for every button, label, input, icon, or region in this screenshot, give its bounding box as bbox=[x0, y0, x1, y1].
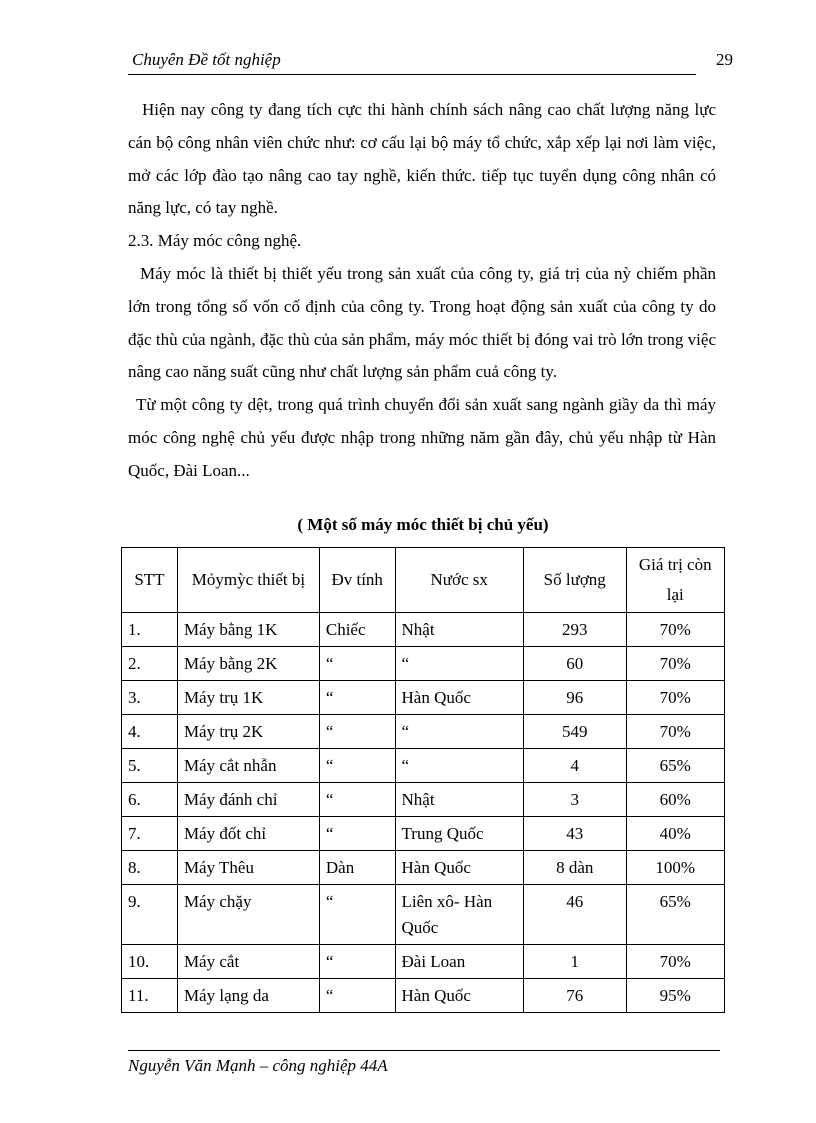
cell-pct: 70% bbox=[626, 613, 724, 647]
table-row bbox=[122, 647, 725, 681]
table-row bbox=[122, 817, 725, 851]
cell-name: Máy Thêu bbox=[177, 851, 319, 885]
cell-unit: “ bbox=[319, 681, 395, 715]
cell-unit: “ bbox=[319, 945, 395, 979]
cell-country: Trung Quốc bbox=[395, 817, 523, 851]
table-row bbox=[122, 945, 725, 979]
table-caption: ( Một số máy móc thiết bị chủ yếu) bbox=[297, 515, 549, 534]
cell-name: Máy trụ 1K bbox=[177, 681, 319, 715]
section-heading: 2.3. Máy móc công nghệ. bbox=[128, 231, 302, 251]
column-header: Mỏymỳc thiết bị bbox=[177, 548, 319, 613]
table-row bbox=[122, 715, 725, 749]
cell-country: Hàn Quốc bbox=[395, 681, 523, 715]
cell-stt: 10. bbox=[122, 945, 178, 979]
paragraph: Máy móc là thiết bị thiết yếu trong sản xuất của công ty, giá trị của nỳ chiếm phần lớn trong tổng số vốn cố định của công ty. Trong hoạt động sản xuất của công ty do đặc thù của ngành, đặc thù của sản phẩm, máy móc thiết bị đóng vai trò lớn trong việc nâng cao năng suất cũng như chất lượng sản phẩm cuả công ty. bbox=[128, 263, 716, 382]
cell-country: “ bbox=[395, 647, 523, 681]
cell-name: Máy bằng 1K bbox=[177, 613, 319, 647]
cell-qty: 3 bbox=[523, 783, 626, 817]
cell-qty: 46 bbox=[523, 885, 626, 945]
table-row bbox=[122, 749, 725, 783]
cell-unit: “ bbox=[319, 817, 395, 851]
table-row bbox=[122, 783, 725, 817]
cell-stt: 11. bbox=[122, 979, 178, 1013]
cell-pct: 40% bbox=[626, 817, 724, 851]
table-row bbox=[122, 613, 725, 647]
cell-country: Đài Loan bbox=[395, 945, 523, 979]
page-header bbox=[128, 48, 696, 75]
body-text bbox=[128, 94, 716, 488]
cell-stt: 2. bbox=[122, 647, 178, 681]
table-body bbox=[122, 613, 725, 1013]
cell-pct: 60% bbox=[626, 783, 724, 817]
cell-qty: 60 bbox=[523, 647, 626, 681]
table-row bbox=[122, 851, 725, 885]
cell-stt: 6. bbox=[122, 783, 178, 817]
cell-country: Nhật bbox=[395, 783, 523, 817]
table-row bbox=[122, 681, 725, 715]
cell-name: Máy đốt chỉ bbox=[177, 817, 319, 851]
cell-pct: 65% bbox=[626, 749, 724, 783]
cell-stt: 5. bbox=[122, 749, 178, 783]
footer-author: Nguyễn Văn Mạnh – công nghiệp 44A bbox=[128, 1056, 388, 1075]
cell-pct: 95% bbox=[626, 979, 724, 1013]
cell-unit: “ bbox=[319, 749, 395, 783]
cell-pct: 100% bbox=[626, 851, 724, 885]
cell-country: Hàn Quốc bbox=[395, 979, 523, 1013]
cell-pct: 70% bbox=[626, 647, 724, 681]
footer-divider bbox=[128, 1050, 720, 1051]
equipment-table bbox=[121, 547, 725, 1013]
cell-stt: 1. bbox=[122, 613, 178, 647]
cell-country: Hàn Quốc bbox=[395, 851, 523, 885]
table-row bbox=[122, 979, 725, 1013]
cell-stt: 7. bbox=[122, 817, 178, 851]
cell-name: Máy cắt bbox=[177, 945, 319, 979]
cell-unit: “ bbox=[319, 979, 395, 1013]
cell-qty: 76 bbox=[523, 979, 626, 1013]
cell-qty: 549 bbox=[523, 715, 626, 749]
column-header: Giá trị còn lại bbox=[626, 548, 724, 613]
cell-unit: Chiếc bbox=[319, 613, 395, 647]
cell-unit: “ bbox=[319, 715, 395, 749]
cell-name: Máy đánh chỉ bbox=[177, 783, 319, 817]
cell-qty: 1 bbox=[523, 945, 626, 979]
cell-country: “ bbox=[395, 715, 523, 749]
column-header: STT bbox=[122, 548, 178, 613]
cell-qty: 8 dàn bbox=[523, 851, 626, 885]
cell-name: Máy chặy bbox=[177, 885, 319, 945]
cell-stt: 9. bbox=[122, 885, 178, 945]
column-header: Số lượng bbox=[523, 548, 626, 613]
cell-stt: 4. bbox=[122, 715, 178, 749]
cell-qty: 4 bbox=[523, 749, 626, 783]
paragraph: Từ một công ty dệt, trong quá trình chuyển đổi sản xuất sang ngành giầy da thì máy móc công nghệ chủ yếu được nhập trong những năm gần đây, chủ yếu nhập từ Hàn Quốc, Đài Loan... bbox=[128, 395, 716, 480]
cell-country: Nhật bbox=[395, 613, 523, 647]
cell-name: Máy cắt nhẫn bbox=[177, 749, 319, 783]
cell-unit: Dàn bbox=[319, 851, 395, 885]
cell-stt: 8. bbox=[122, 851, 178, 885]
cell-name: Máy trụ 2K bbox=[177, 715, 319, 749]
table-header-row bbox=[122, 548, 725, 613]
column-header: Đv tính bbox=[319, 548, 395, 613]
cell-unit: “ bbox=[319, 647, 395, 681]
header-title: Chuyên Đề tốt nghiệp bbox=[132, 50, 281, 69]
cell-pct: 70% bbox=[626, 715, 724, 749]
table-row bbox=[122, 885, 725, 945]
cell-unit: “ bbox=[319, 783, 395, 817]
paragraph: Hiện nay công ty đang tích cực thi hành chính sách nâng cao chất lượng năng lực cán bộ công nhân viên chức như: cơ cấu lại bộ máy tổ chức, xắp xếp lại nơi làm việc, mở các lớp đào tạo nâng cao tay nghề, kiến thức. tiếp tục tuyển dụng công nhân có năng lực, có tay nghề. bbox=[128, 100, 716, 218]
cell-pct: 70% bbox=[626, 681, 724, 715]
cell-name: Máy bằng 2K bbox=[177, 647, 319, 681]
cell-country: Liên xô- Hàn Quốc bbox=[395, 885, 523, 945]
cell-qty: 96 bbox=[523, 681, 626, 715]
cell-name: Máy lạng da bbox=[177, 979, 319, 1013]
cell-qty: 293 bbox=[523, 613, 626, 647]
cell-unit: “ bbox=[319, 885, 395, 945]
cell-qty: 43 bbox=[523, 817, 626, 851]
cell-country: “ bbox=[395, 749, 523, 783]
cell-stt: 3. bbox=[122, 681, 178, 715]
page-number: 29 bbox=[716, 50, 733, 69]
column-header: Nước sx bbox=[395, 548, 523, 613]
cell-pct: 70% bbox=[626, 945, 724, 979]
cell-pct: 65% bbox=[626, 885, 724, 945]
